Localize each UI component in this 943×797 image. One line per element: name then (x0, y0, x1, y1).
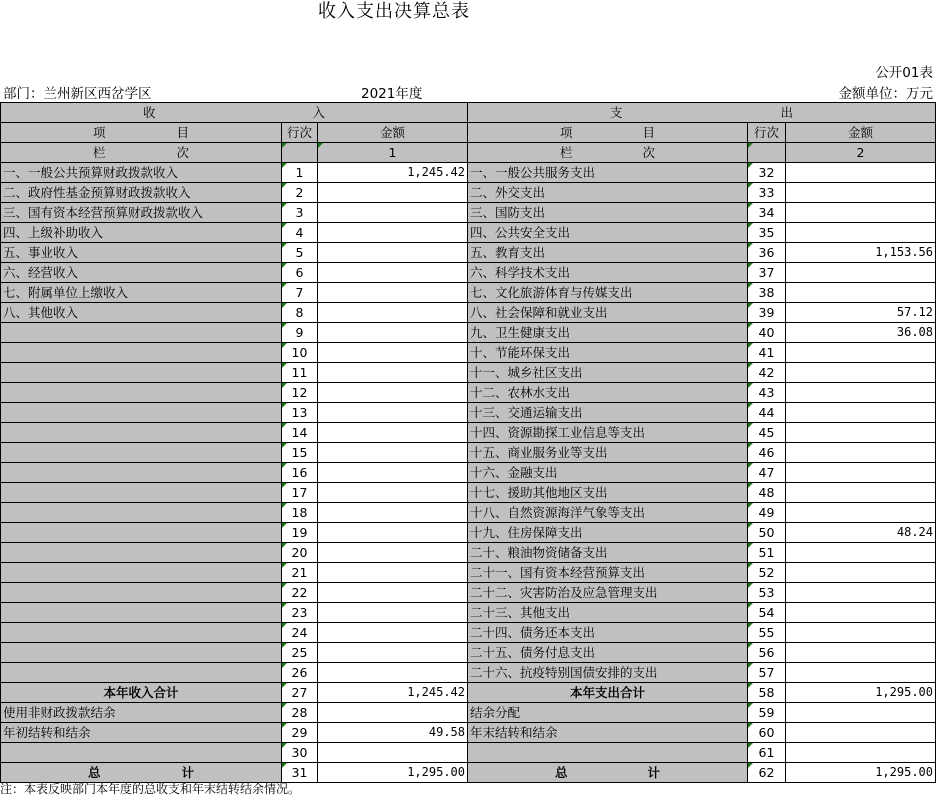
expense-item-cell[interactable]: 六、科学技术支出 (468, 263, 748, 283)
expense-total-rowno[interactable]: 62 (748, 763, 786, 783)
expense-total-amount[interactable]: 1,295.00 (786, 763, 936, 783)
income-item-cell[interactable] (1, 663, 282, 683)
expense-amount-cell[interactable]: 1,295.00 (786, 683, 936, 703)
table-row (1, 463, 936, 483)
income-amount-cell[interactable] (318, 343, 468, 363)
expense-rowno-cell[interactable]: 36 (748, 243, 786, 263)
income-column-blank (282, 143, 318, 163)
income-amount-cell[interactable] (318, 483, 468, 503)
expense-rowno-cell[interactable]: 51 (748, 543, 786, 563)
expense-rowno-cell[interactable]: 46 (748, 443, 786, 463)
expense-item-cell[interactable]: 七、文化旅游体育与传媒支出 (468, 283, 748, 303)
expense-amount-cell[interactable] (786, 623, 936, 643)
income-rowno-cell[interactable]: 14 (282, 423, 318, 443)
income-rowno-cell[interactable]: 23 (282, 603, 318, 623)
income-rowno-cell[interactable]: 5 (282, 243, 318, 263)
table-row (1, 283, 936, 303)
amount-unit: 金额单位：万元 (838, 86, 933, 102)
table-row (1, 303, 936, 323)
income-rowno-cell[interactable]: 6 (282, 263, 318, 283)
expense-amount-cell[interactable] (786, 423, 936, 443)
expense-item-cell[interactable]: 九、卫生健康支出 (468, 323, 748, 343)
table-row (1, 443, 936, 463)
expense-rowno-header: 行次 (748, 123, 786, 143)
income-item-cell[interactable]: 三、国有资本经营预算财政拨款收入 (1, 203, 282, 223)
expense-item-cell[interactable]: 一、一般公共服务支出 (468, 163, 748, 183)
expense-amount-cell[interactable] (786, 263, 936, 283)
income-rowno-cell[interactable]: 17 (282, 483, 318, 503)
expense-rowno-cell[interactable]: 55 (748, 623, 786, 643)
table-row (1, 683, 936, 703)
income-item-cell[interactable]: 八、其他收入 (1, 303, 282, 323)
expense-amount-cell[interactable] (786, 743, 936, 763)
expense-amount-cell[interactable] (786, 483, 936, 503)
income-amount-cell[interactable] (318, 423, 468, 443)
table-row (1, 223, 936, 243)
table-row (1, 343, 936, 363)
expense-item-cell[interactable]: 二十四、债务还本支出 (468, 623, 748, 643)
income-amount-header: 金额 (318, 123, 468, 143)
expense-amount-cell[interactable] (786, 363, 936, 383)
expense-amount-cell[interactable] (786, 603, 936, 623)
expense-item-cell[interactable]: 二十一、国有资本经营预算支出 (468, 563, 748, 583)
table-row (1, 563, 936, 583)
expense-rowno-cell[interactable]: 59 (748, 703, 786, 723)
expense-rowno-cell[interactable]: 41 (748, 343, 786, 363)
table-row (1, 723, 936, 743)
expense-rowno-cell[interactable]: 58 (748, 683, 786, 703)
expense-rowno-cell[interactable]: 37 (748, 263, 786, 283)
expense-rowno-cell[interactable]: 39 (748, 303, 786, 323)
income-item-cell[interactable]: 使用非财政拨款结余 (1, 703, 282, 723)
income-col-number: 1 (318, 143, 468, 163)
income-rowno-cell[interactable]: 13 (282, 403, 318, 423)
income-amount-cell[interactable]: 1,245.42 (318, 163, 468, 183)
expense-header: 支 出 (468, 103, 936, 123)
income-rowno-cell[interactable]: 12 (282, 383, 318, 403)
expense-item-header: 项 目 (468, 123, 748, 143)
income-total-rowno[interactable]: 31 (282, 763, 318, 783)
income-rowno-header: 行次 (282, 123, 318, 143)
expense-item-cell[interactable]: 十三、交通运输支出 (468, 403, 748, 423)
income-amount-cell[interactable] (318, 263, 468, 283)
income-item-cell[interactable] (1, 583, 282, 603)
expense-rowno-cell[interactable]: 52 (748, 563, 786, 583)
income-amount-cell[interactable] (318, 503, 468, 523)
income-rowno-cell[interactable]: 26 (282, 663, 318, 683)
income-item-cell[interactable]: 二、政府性基金预算财政拨款收入 (1, 183, 282, 203)
income-rowno-cell[interactable]: 11 (282, 363, 318, 383)
income-amount-cell[interactable] (318, 203, 468, 223)
expense-rowno-cell[interactable]: 53 (748, 583, 786, 603)
expense-rowno-cell[interactable]: 47 (748, 463, 786, 483)
table-row (1, 403, 936, 423)
table-row (1, 643, 936, 663)
income-total-label[interactable]: 总 计 (1, 763, 282, 783)
expense-item-cell[interactable]: 八、社会保障和就业支出 (468, 303, 748, 323)
income-rowno-cell[interactable]: 25 (282, 643, 318, 663)
expense-amount-header: 金额 (786, 123, 936, 143)
income-item-cell[interactable] (1, 503, 282, 523)
expense-item-cell[interactable]: 十、节能环保支出 (468, 343, 748, 363)
income-rowno-cell[interactable]: 7 (282, 283, 318, 303)
form-code: 公开01表 (875, 65, 933, 81)
expense-amount-cell[interactable] (786, 343, 936, 363)
income-item-cell[interactable] (1, 543, 282, 563)
expense-rowno-cell[interactable]: 32 (748, 163, 786, 183)
table-row (1, 383, 936, 403)
expense-amount-cell[interactable] (786, 403, 936, 423)
header-row-columns (1, 123, 936, 143)
income-amount-cell[interactable] (318, 643, 468, 663)
expense-amount-cell[interactable] (786, 283, 936, 303)
table-row (1, 583, 936, 603)
header-row-colnums (1, 143, 936, 163)
income-amount-cell[interactable] (318, 543, 468, 563)
income-item-cell[interactable] (1, 603, 282, 623)
income-item-cell[interactable]: 四、上级补助收入 (1, 223, 282, 243)
department-label: 部门：兰州新区西岔学区 (3, 86, 152, 102)
expense-rowno-cell[interactable]: 49 (748, 503, 786, 523)
expense-amount-cell[interactable] (786, 183, 936, 203)
expense-amount-cell[interactable] (786, 463, 936, 483)
expense-amount-cell[interactable]: 48.24 (786, 523, 936, 543)
expense-rowno-cell[interactable]: 50 (748, 523, 786, 543)
expense-amount-cell[interactable]: 1,153.56 (786, 243, 936, 263)
expense-amount-cell[interactable] (786, 163, 936, 183)
table-row (1, 263, 936, 283)
income-rowno-cell[interactable]: 30 (282, 743, 318, 763)
table-row (1, 243, 936, 263)
income-amount-cell[interactable] (318, 663, 468, 683)
income-item-cell[interactable]: 七、附属单位上缴收入 (1, 283, 282, 303)
income-amount-cell[interactable] (318, 183, 468, 203)
table-row (1, 743, 936, 763)
income-item-cell[interactable] (1, 343, 282, 363)
expense-rowno-cell[interactable]: 38 (748, 283, 786, 303)
expense-amount-cell[interactable] (786, 583, 936, 603)
expense-amount-cell[interactable] (786, 643, 936, 663)
income-amount-cell[interactable]: 1,245.42 (318, 683, 468, 703)
expense-rowno-cell[interactable]: 61 (748, 743, 786, 763)
expense-rowno-cell[interactable]: 56 (748, 643, 786, 663)
income-item-cell[interactable] (1, 423, 282, 443)
income-rowno-cell[interactable]: 18 (282, 503, 318, 523)
report-title: 收入支出决算总表 (318, 1, 470, 22)
income-rowno-cell[interactable]: 10 (282, 343, 318, 363)
table-row (1, 603, 936, 623)
expense-item-cell[interactable]: 十七、援助其他地区支出 (468, 483, 748, 503)
income-rowno-cell[interactable]: 8 (282, 303, 318, 323)
expense-amount-cell[interactable] (786, 723, 936, 743)
income-rowno-cell[interactable]: 20 (282, 543, 318, 563)
income-amount-cell[interactable] (318, 563, 468, 583)
income-amount-cell[interactable] (318, 303, 468, 323)
expense-column-blank (748, 143, 786, 163)
expense-item-cell[interactable]: 二、外交支出 (468, 183, 748, 203)
income-amount-cell[interactable] (318, 223, 468, 243)
income-amount-cell[interactable] (318, 323, 468, 343)
income-amount-cell[interactable] (318, 603, 468, 623)
income-item-cell[interactable] (1, 523, 282, 543)
income-amount-cell[interactable] (318, 463, 468, 483)
income-item-cell[interactable]: 一、一般公共预算财政拨款收入 (1, 163, 282, 183)
fiscal-year: 2021年度 (361, 86, 423, 102)
income-item-cell[interactable] (1, 743, 282, 763)
income-item-cell[interactable]: 本年收入合计 (1, 683, 282, 703)
expense-rowno-cell[interactable]: 34 (748, 203, 786, 223)
table-row (1, 703, 936, 723)
expense-rowno-cell[interactable]: 33 (748, 183, 786, 203)
expense-item-cell[interactable]: 二十五、债务付息支出 (468, 643, 748, 663)
expense-col-number: 2 (786, 143, 936, 163)
income-amount-cell[interactable] (318, 623, 468, 643)
expense-amount-cell[interactable] (786, 703, 936, 723)
expense-amount-cell[interactable] (786, 563, 936, 583)
table-row (1, 543, 936, 563)
income-amount-cell[interactable] (318, 743, 468, 763)
income-amount-cell[interactable] (318, 703, 468, 723)
expense-amount-cell[interactable] (786, 223, 936, 243)
income-item-cell[interactable]: 六、经营收入 (1, 263, 282, 283)
table-row (1, 363, 936, 383)
footnote: 注：本表反映部门本年度的总收支和年末结转结余情况。 (0, 782, 301, 796)
income-rowno-cell[interactable]: 2 (282, 183, 318, 203)
expense-amount-cell[interactable] (786, 203, 936, 223)
expense-item-cell[interactable]: 结余分配 (468, 703, 748, 723)
income-item-cell[interactable] (1, 383, 282, 403)
table-row (1, 183, 936, 203)
income-rowno-cell[interactable]: 19 (282, 523, 318, 543)
expense-column-label: 栏 次 (468, 143, 748, 163)
table-row (1, 523, 936, 543)
table-row (1, 663, 936, 683)
income-amount-cell[interactable] (318, 383, 468, 403)
income-item-header: 项 目 (1, 123, 282, 143)
expense-item-cell[interactable]: 十五、商业服务业等支出 (468, 443, 748, 463)
expense-item-cell[interactable]: 二十、粮油物资储备支出 (468, 543, 748, 563)
income-item-cell[interactable] (1, 483, 282, 503)
expense-item-cell[interactable]: 本年支出合计 (468, 683, 748, 703)
expense-amount-cell[interactable] (786, 443, 936, 463)
expense-item-cell[interactable]: 二十二、灾害防治及应急管理支出 (468, 583, 748, 603)
expense-amount-cell[interactable] (786, 663, 936, 683)
table-row (1, 423, 936, 443)
expense-item-cell[interactable]: 四、公共安全支出 (468, 223, 748, 243)
expense-item-cell[interactable]: 十二、农林水支出 (468, 383, 748, 403)
income-item-cell[interactable] (1, 563, 282, 583)
table-row (1, 203, 936, 223)
expense-item-cell[interactable]: 十六、金融支出 (468, 463, 748, 483)
expense-rowno-cell[interactable]: 60 (748, 723, 786, 743)
expense-rowno-cell[interactable]: 43 (748, 383, 786, 403)
income-item-cell[interactable] (1, 323, 282, 343)
income-rowno-cell[interactable]: 29 (282, 723, 318, 743)
income-amount-cell[interactable] (318, 443, 468, 463)
expense-total-label[interactable]: 总 计 (468, 763, 748, 783)
income-rowno-cell[interactable]: 3 (282, 203, 318, 223)
expense-item-cell[interactable]: 十四、资源勘探工业信息等支出 (468, 423, 748, 443)
income-item-cell[interactable] (1, 443, 282, 463)
income-rowno-cell[interactable]: 21 (282, 563, 318, 583)
expense-item-cell[interactable]: 年末结转和结余 (468, 723, 748, 743)
income-rowno-cell[interactable]: 22 (282, 583, 318, 603)
income-item-cell[interactable] (1, 403, 282, 423)
table-row (1, 163, 936, 183)
income-rowno-cell[interactable]: 9 (282, 323, 318, 343)
expense-amount-cell[interactable] (786, 503, 936, 523)
income-expense-table (0, 102, 936, 783)
income-item-cell[interactable] (1, 643, 282, 663)
expense-rowno-cell[interactable]: 54 (748, 603, 786, 623)
income-amount-cell[interactable]: 49.58 (318, 723, 468, 743)
expense-rowno-cell[interactable]: 45 (748, 423, 786, 443)
income-rowno-cell[interactable]: 15 (282, 443, 318, 463)
expense-amount-cell[interactable] (786, 383, 936, 403)
income-rowno-cell[interactable]: 27 (282, 683, 318, 703)
table-row (1, 623, 936, 643)
income-item-cell[interactable]: 年初结转和结余 (1, 723, 282, 743)
expense-rowno-cell[interactable]: 57 (748, 663, 786, 683)
income-item-cell[interactable] (1, 363, 282, 383)
income-item-cell[interactable]: 五、事业收入 (1, 243, 282, 263)
expense-item-cell[interactable]: 三、国防支出 (468, 203, 748, 223)
header-row-group (1, 103, 936, 123)
income-header: 收 入 (1, 103, 468, 123)
income-item-cell[interactable] (1, 463, 282, 483)
income-rowno-cell[interactable]: 4 (282, 223, 318, 243)
expense-rowno-cell[interactable]: 35 (748, 223, 786, 243)
income-rowno-cell[interactable]: 24 (282, 623, 318, 643)
expense-amount-cell[interactable]: 57.12 (786, 303, 936, 323)
expense-item-cell[interactable]: 五、教育支出 (468, 243, 748, 263)
expense-amount-cell[interactable]: 36.08 (786, 323, 936, 343)
income-rowno-cell[interactable]: 28 (282, 703, 318, 723)
income-rowno-cell[interactable]: 1 (282, 163, 318, 183)
income-amount-cell[interactable] (318, 243, 468, 263)
expense-item-cell[interactable]: 十一、城乡社区支出 (468, 363, 748, 383)
expense-item-cell[interactable]: 十八、自然资源海洋气象等支出 (468, 503, 748, 523)
income-amount-cell[interactable] (318, 583, 468, 603)
expense-item-cell[interactable]: 二十三、其他支出 (468, 603, 748, 623)
expense-item-cell[interactable] (468, 743, 748, 763)
income-column-label: 栏 次 (1, 143, 282, 163)
income-item-cell[interactable] (1, 623, 282, 643)
income-rowno-cell[interactable]: 16 (282, 463, 318, 483)
expense-rowno-cell[interactable]: 44 (748, 403, 786, 423)
table-row (1, 503, 936, 523)
table-row (1, 483, 936, 503)
expense-item-cell[interactable]: 十九、住房保障支出 (468, 523, 748, 543)
expense-rowno-cell[interactable]: 40 (748, 323, 786, 343)
expense-amount-cell[interactable] (786, 543, 936, 563)
expense-rowno-cell[interactable]: 42 (748, 363, 786, 383)
income-amount-cell[interactable] (318, 363, 468, 383)
income-amount-cell[interactable] (318, 283, 468, 303)
expense-item-cell[interactable]: 二十六、抗疫特别国债安排的支出 (468, 663, 748, 683)
table-row (1, 323, 936, 343)
expense-rowno-cell[interactable]: 48 (748, 483, 786, 503)
income-total-amount[interactable]: 1,295.00 (318, 763, 468, 783)
income-amount-cell[interactable] (318, 403, 468, 423)
income-amount-cell[interactable] (318, 523, 468, 543)
